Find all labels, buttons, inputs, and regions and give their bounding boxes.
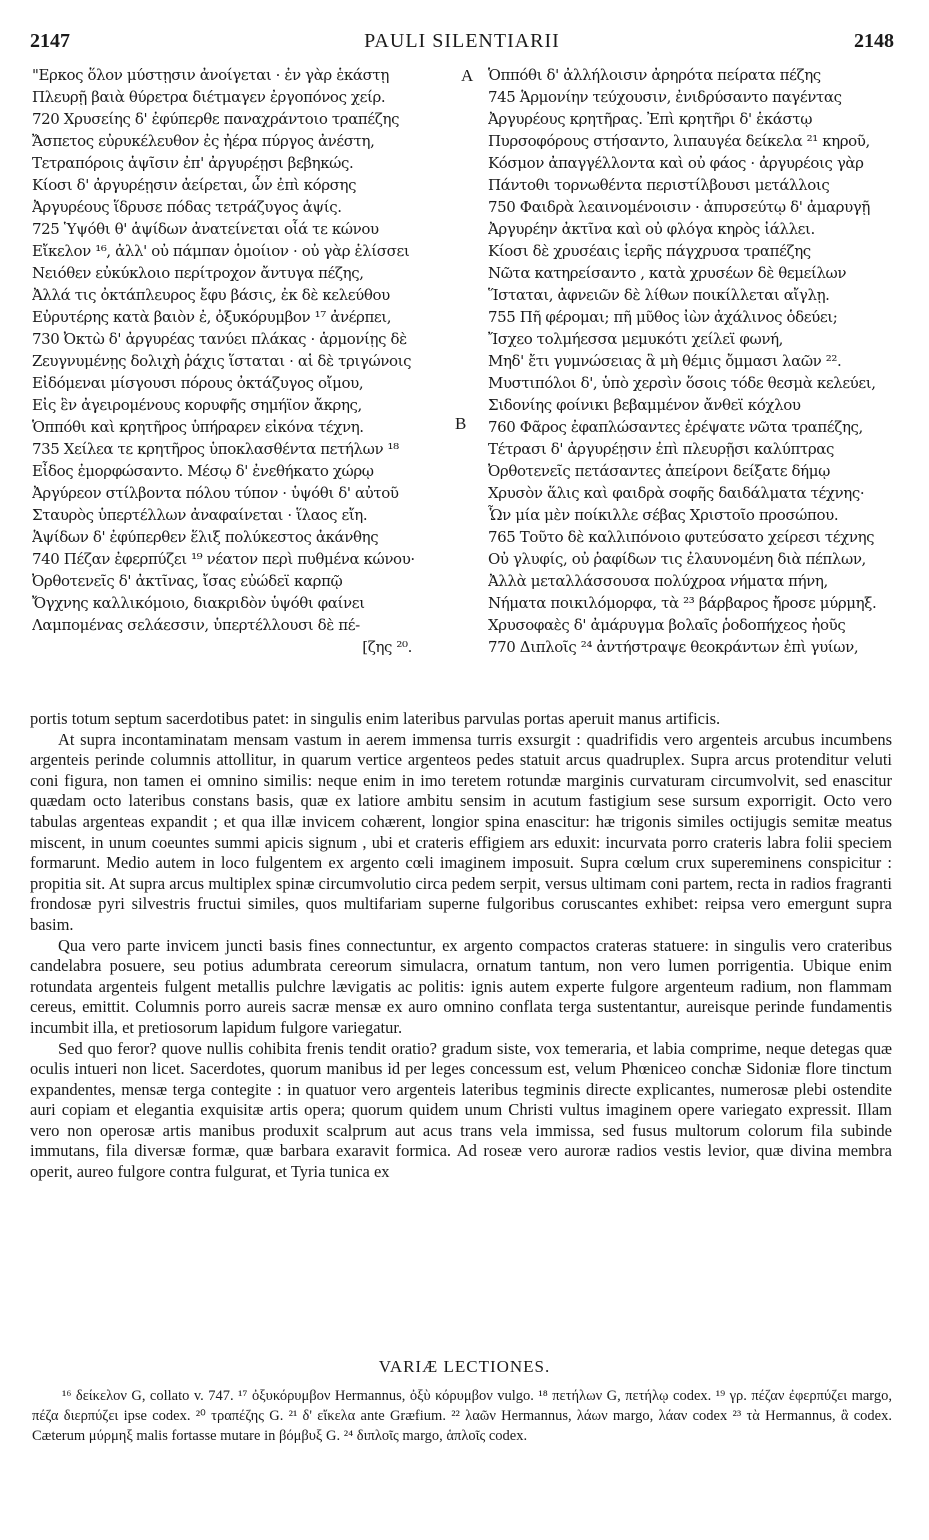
verse-line: Μηδ' ἔτι γυμνώσειας ἃ μὴ θέμις ὄμμασι λαῶν ²². (488, 352, 842, 370)
verse-line: Τετραπόροις ἁψῖσιν ἐπ' ἀργυρέῃσι βεβηκώς. (32, 154, 354, 172)
verse-line: Ὄγχνης καλλικόμοιο, διακριδὸν ὑψόθι φαίνει (32, 594, 365, 612)
verse-line: Ἀργυρέην ἀκτῖνα καὶ οὐ φλόγα κηρὸς ἰάλλει. (488, 220, 815, 238)
verse-line: 770 Διπλοῖς ²⁴ ἀντήστραψε θεοκράντων ἐπὶ γυίων, (488, 638, 859, 656)
latin-paragraph: portis totum septum sacerdotibus patet: in singulis enim lateribus parvulas portas aperuit manus artificis. (30, 709, 721, 728)
verse-line: 725 Ὑψόθι θ' ἁψίδων ἀνατείνεται οἷά τε κώνου (32, 220, 379, 238)
verse-line: Ὀρθοτενεῖς πετάσαντες ἀπείρονι δείξατε δήμῳ (488, 462, 830, 480)
verse-line: [ζης ²⁰. (362, 638, 412, 656)
verse-line: Ἀλλά τις ὀκτάπλευρος ἔφυ βάσις, ἐκ δὲ κελεύθου (32, 286, 390, 304)
verse-line: Σιδονίης φοίνικι βεβαμμένον ἄνθεϊ κόχλου (488, 396, 801, 414)
verse-line: Ἄσπετος εὐρυκέλευθον ἐς ἠέρα πύργος ἀνέστη, (32, 132, 375, 150)
verse-line: Εἰς ἓν ἀγειρομένους κορυφῆς σημήϊον ἄκρης, (32, 396, 362, 414)
latin-paragraph: Sed quo feror? quove nullis cohibita frenis tendit oratio? gradum siste, vox temeraria, et labia comprime, neque detegas quæ oculis intueri non licet. Sacerdotes, quorum manibus id per leges concessum est, velum Phœniceo conchæ Sidoniæ flore tinctum expandentes, mensæ terga contegite : in quatuor vero argenteis lateribus tegminis directe explicantes, numerosæ plebi ostendite auri copiam et elegantia exquisitæ artis opera; quorum quidem unum Christi vultus imaginem opere variegato expressit. Illam vero non operosæ artis manibus produxit scalprum aut acus trans vela immissa, sed fusus multorum colorum fila subinde immutans, fila diversæ formæ, quæ barbara exaravit formica. Ad roseæ vero auroræ radios vestis levior, quæ divina membra operit, aureo fulgore contra fulgurat, et Tyria tunica ex (30, 1038, 892, 1182)
verse-line: Εἰδόμεναι μίσγουσι πόρους ὀκτάζυγος οἴμου, (32, 374, 364, 392)
latin-translation (30, 709, 892, 1183)
verse-line: Κίοσι δὲ χρυσέαις ἱερῆς πάγχρυσα τραπέζης (488, 242, 811, 260)
verse-line: Σταυρὸς ὑπερτέλλων ἀναφαίνεται · ἵλαος εἴη. (32, 506, 368, 524)
verse-line: Πυρσοφόρους στήσαντο, λιπαυγέα δείκελα ²¹ κηροῦ, (488, 132, 870, 150)
verse-line: Ὁππόθι καὶ κρητῆρος ὑπήραρεν εἰκόνα τέχνη. (32, 418, 364, 436)
verse-line: Λαμπομένας σελάεσσιν, ὑπερτέλλουσι δὲ πέ- (32, 616, 360, 634)
verse-line: Ὀρθοτενεῖς δ' ἀκτῖνας, ἴσας εὐώδεϊ καρπῷ (32, 572, 343, 590)
verse-line: 730 Ὀκτὼ δ' ἀργυρέας τανύει πλάκας · ἁρμονίῃς δὲ (32, 330, 407, 348)
verse-line: 740 Πέζαν ἐφερπύζει ¹⁹ νέατον περὶ πυθμένα κώνου· (32, 550, 415, 568)
verse-line: Οὐ γλυφίς, οὐ ῥαφίδων τις ἐλαυνομένη διὰ πέπλων, (488, 550, 866, 568)
verse-line: Ἀργύρεον στίλβοντα πόλου τύπον · ὑψόθι δ' αὐτοῦ (32, 484, 399, 502)
running-title: PAULI SILENTIARII (364, 30, 560, 52)
verse-line: Εἴκελον ¹⁶, ἀλλ' οὐ πάμπαν ὁμοίιον · οὐ γὰρ ἑλίσσει (32, 242, 410, 260)
verse-line: "Ερκος ὅλον μύστῃσιν ἀνοίγεται · ἐν γὰρ ἑκάστῃ (32, 66, 389, 84)
verse-line: Νειόθεν εὐκύκλοιο περίτροχον ἄντυγα πέζης, (32, 264, 364, 282)
verse-line: Ἴσχεο τολμήεσσα μεμυκότι χείλεϊ φωνή, (488, 330, 784, 348)
verse-line: Χρυσοφαὲς δ' ἀμάρυγμα βολαῖς ῥοδοπήχεος ἠοῦς (488, 616, 846, 634)
verse-line: 745 Ἁρμονίην τεύχουσιν, ἐνιδρύσαντο παγέντας (488, 88, 842, 106)
greek-verse-right-column (488, 64, 903, 658)
page-number-right: 2148 (854, 30, 894, 52)
verse-line: 760 Φᾶρος ἐφαπλώσαντες ἐρέψατε νῶτα τραπέζης, (488, 418, 863, 436)
footnotes (32, 1386, 892, 1446)
verse-line: Ἀλλὰ μεταλλάσσουσα πολύχροα νήματα πήνη, (488, 572, 828, 590)
page-number-left: 2147 (30, 30, 70, 52)
verse-line: Πλευρῇ βαιὰ θύρετρα διέτμαγεν ἐργοπόνος χείρ. (32, 88, 386, 106)
verse-line: Ὁππόθι δ' ἀλλήλοισιν ἀρηρότα πείρατα πέζης (488, 66, 821, 84)
variae-lectiones-heading: VARIÆ LECTIONES. (378, 1357, 551, 1376)
verse-line: Ἵσταται, ἀφνειῶν δὲ λίθων ποικίλλεται αἴγλῃ. (488, 286, 830, 304)
verse-line: Ἀργυρέους κρητῆρας. Ἐπὶ κρητῆρι δ' ἑκάστῳ (488, 110, 813, 128)
verse-line: Πάντοθι τορνωθέντα περιστίλβουσι μετάλλοις (488, 176, 830, 194)
footnote-text: ¹⁶ δείκελον G, collato v. 747. ¹⁷ ὀξυκόρυμβον Hermannus, ὀξὺ κόρυμβον vulgo. ¹⁸ πετήλων G, πετήλῳ codex. ¹⁹ γρ. πέζαν ἐφερπύζει margo, πέζα διερπύζει ipse codex. ²⁰ τραπέζης G. ²¹ δ' εἴκελα ante Græfium. ²² λαῶν Hermannus, λάων margo, λάαν codex ²³ τὰ Hermannus, ἃ codex. Cæterum μύρμηξ malis fortasse mutare in βόμβυξ G. ²⁴ διπλοῖς margo, ἁπλοῖς codex. (32, 1388, 892, 1444)
verse-line: Ἁψίδων δ' ἐφύπερθεν ἕλιξ πολύκεστος ἀκάνθης (32, 528, 379, 546)
verse-line: 720 Χρυσείης δ' ἐφύπερθε παναχράντοιο τραπέζης (32, 110, 400, 128)
verse-line: Τέτρασι δ' ἀργυρέῃσιν ἐπὶ πλευρῇσι καλύπτρας (488, 440, 834, 458)
verse-line: Ὧν μία μὲν ποίκιλλε σέβας Χριστοῖο προσώπου. (488, 506, 839, 524)
column-marker-a: A (461, 66, 474, 85)
verse-line: Κόσμον ἀπαγγέλλοντα καὶ οὐ φάος · ἀργυρέοις γὰρ (488, 154, 864, 172)
verse-line: 755 Πῆ φέρομαι; πῆ μῦθος ἰὼν ἀχάλινος ὁδεύει; (488, 308, 838, 326)
page-header (30, 30, 894, 56)
column-marker-b: B (455, 414, 467, 433)
verse-line: Εὐρυτέρης κατὰ βαιὸν ἐ, ὀξυκόρυμβον ¹⁷ ἀνέρπει, (32, 308, 392, 326)
greek-verse-left-column (32, 64, 452, 658)
verse-line: 735 Χείλεα τε κρητῆρος ὑποκλασθέντα πετήλων ¹⁸ (32, 440, 399, 458)
verse-line: Χρυσὸν ἅλις καὶ φαιδρὰ σοφῆς δαιδάλματα τέχνης· (488, 484, 865, 502)
verse-line: Νῶτα κατηρείσαντο , κατὰ χρυσέων δὲ θεμείλων (488, 264, 847, 282)
verse-line: Μυστιπόλοι δ', ὑπὸ χερσὶν ὅσοις τόδε θεσμὰ κελεύει, (488, 374, 876, 392)
verse-line: 765 Τοῦτο δὲ καλλιπόνοιο φυτεύσατο χείρεσι τέχνης (488, 528, 875, 546)
verse-line: Νήματα ποικιλόμορφα, τὰ ²³ βάρβαρος ἤροσε μύρμηξ. (488, 594, 877, 612)
verse-line: Κίοσι δ' ἀργυρέῃσιν ἀείρεται, ὧν ἐπὶ κόρσης (32, 176, 357, 194)
verse-line: Ζευγνυμένῃς δολιχὴ ῥάχις ἵσταται · αἱ δὲ τριγώνοις (32, 352, 412, 370)
verse-line: Ἀργυρέους ἵδρυσε πόδας τετράζυγος ἁψίς. (32, 198, 342, 216)
verse-line: 750 Φαιδρὰ λεαινομένοισιν · ἀπυρσεύτῳ δ' ἀμαρυγῇ (488, 198, 870, 216)
latin-paragraph: At supra incontaminatam mensam vastum in aerem immensa turris exsurgit : quadrifidis vero argenteis arcubus incumbens argenteis perinde columnis attollitur, in quarum vertice argenteos pedes statuit arcus quadruplex. Supra arcus protenditur veluti coni figura, non tamen ei omnino similis: neque enim in imo teretem rotundæ marginis curvaturam circumvolvit, sed enascitur quædam octo lateribus constans basis, quæ ex latiore ambitu sensim in acutum fastigium sese sursum exporrigit. Octo vero tabulas argenteas expandit ; et qua illæ invicem cohærent, longior spina enascitur: hæ trigonis similes octijugis semitæ meatus miscent, in unum coeuntes summi apicis signum , ubi et crateris effigiem ars eduxit: incurvata porro crateris labra folii speciem formarunt. Medio autem in loco fulgentem ex argento cœli imaginem imposuit. Supra cœlum crux supereminens conspicitur : propitia sit. At supra arcus multiplex spinæ circumvolutio circa pedem serpit, versus ultimam coni partem, recta in radios fragranti frondosæ pyri silvestris fructui similes, quos multifariam superne fulgoribus coruscantes exhibet: reipsa vero emergunt supra basim. (30, 729, 892, 934)
verse-line: Εἶδος ἐμορφώσαντο. Μέσῳ δ' ἐνεθήκατο χώρῳ (32, 462, 374, 480)
latin-paragraph: Qua vero parte invicem juncti basis fines connectuntur, ex argento compactos crateras statuere: in singulis vero crateribus candelabra posuere, seu potius adumbrata cereorum simulacra, ornatum tantum, non vero lumen porrigentia. Ubique enim rotundata argenteis fulgent metallis pulchre lævigatis ac politis: ignis autem experte fulgore argenteum radium, non flammam cereus, emittit. Columnis porro aureis sacræ mensæ ex auro omnino conflata terga sustentantur, aureisque perinde fundamentis incumbit illa, et pretiosorum lapidum fulgore variegatur. (30, 935, 892, 1037)
